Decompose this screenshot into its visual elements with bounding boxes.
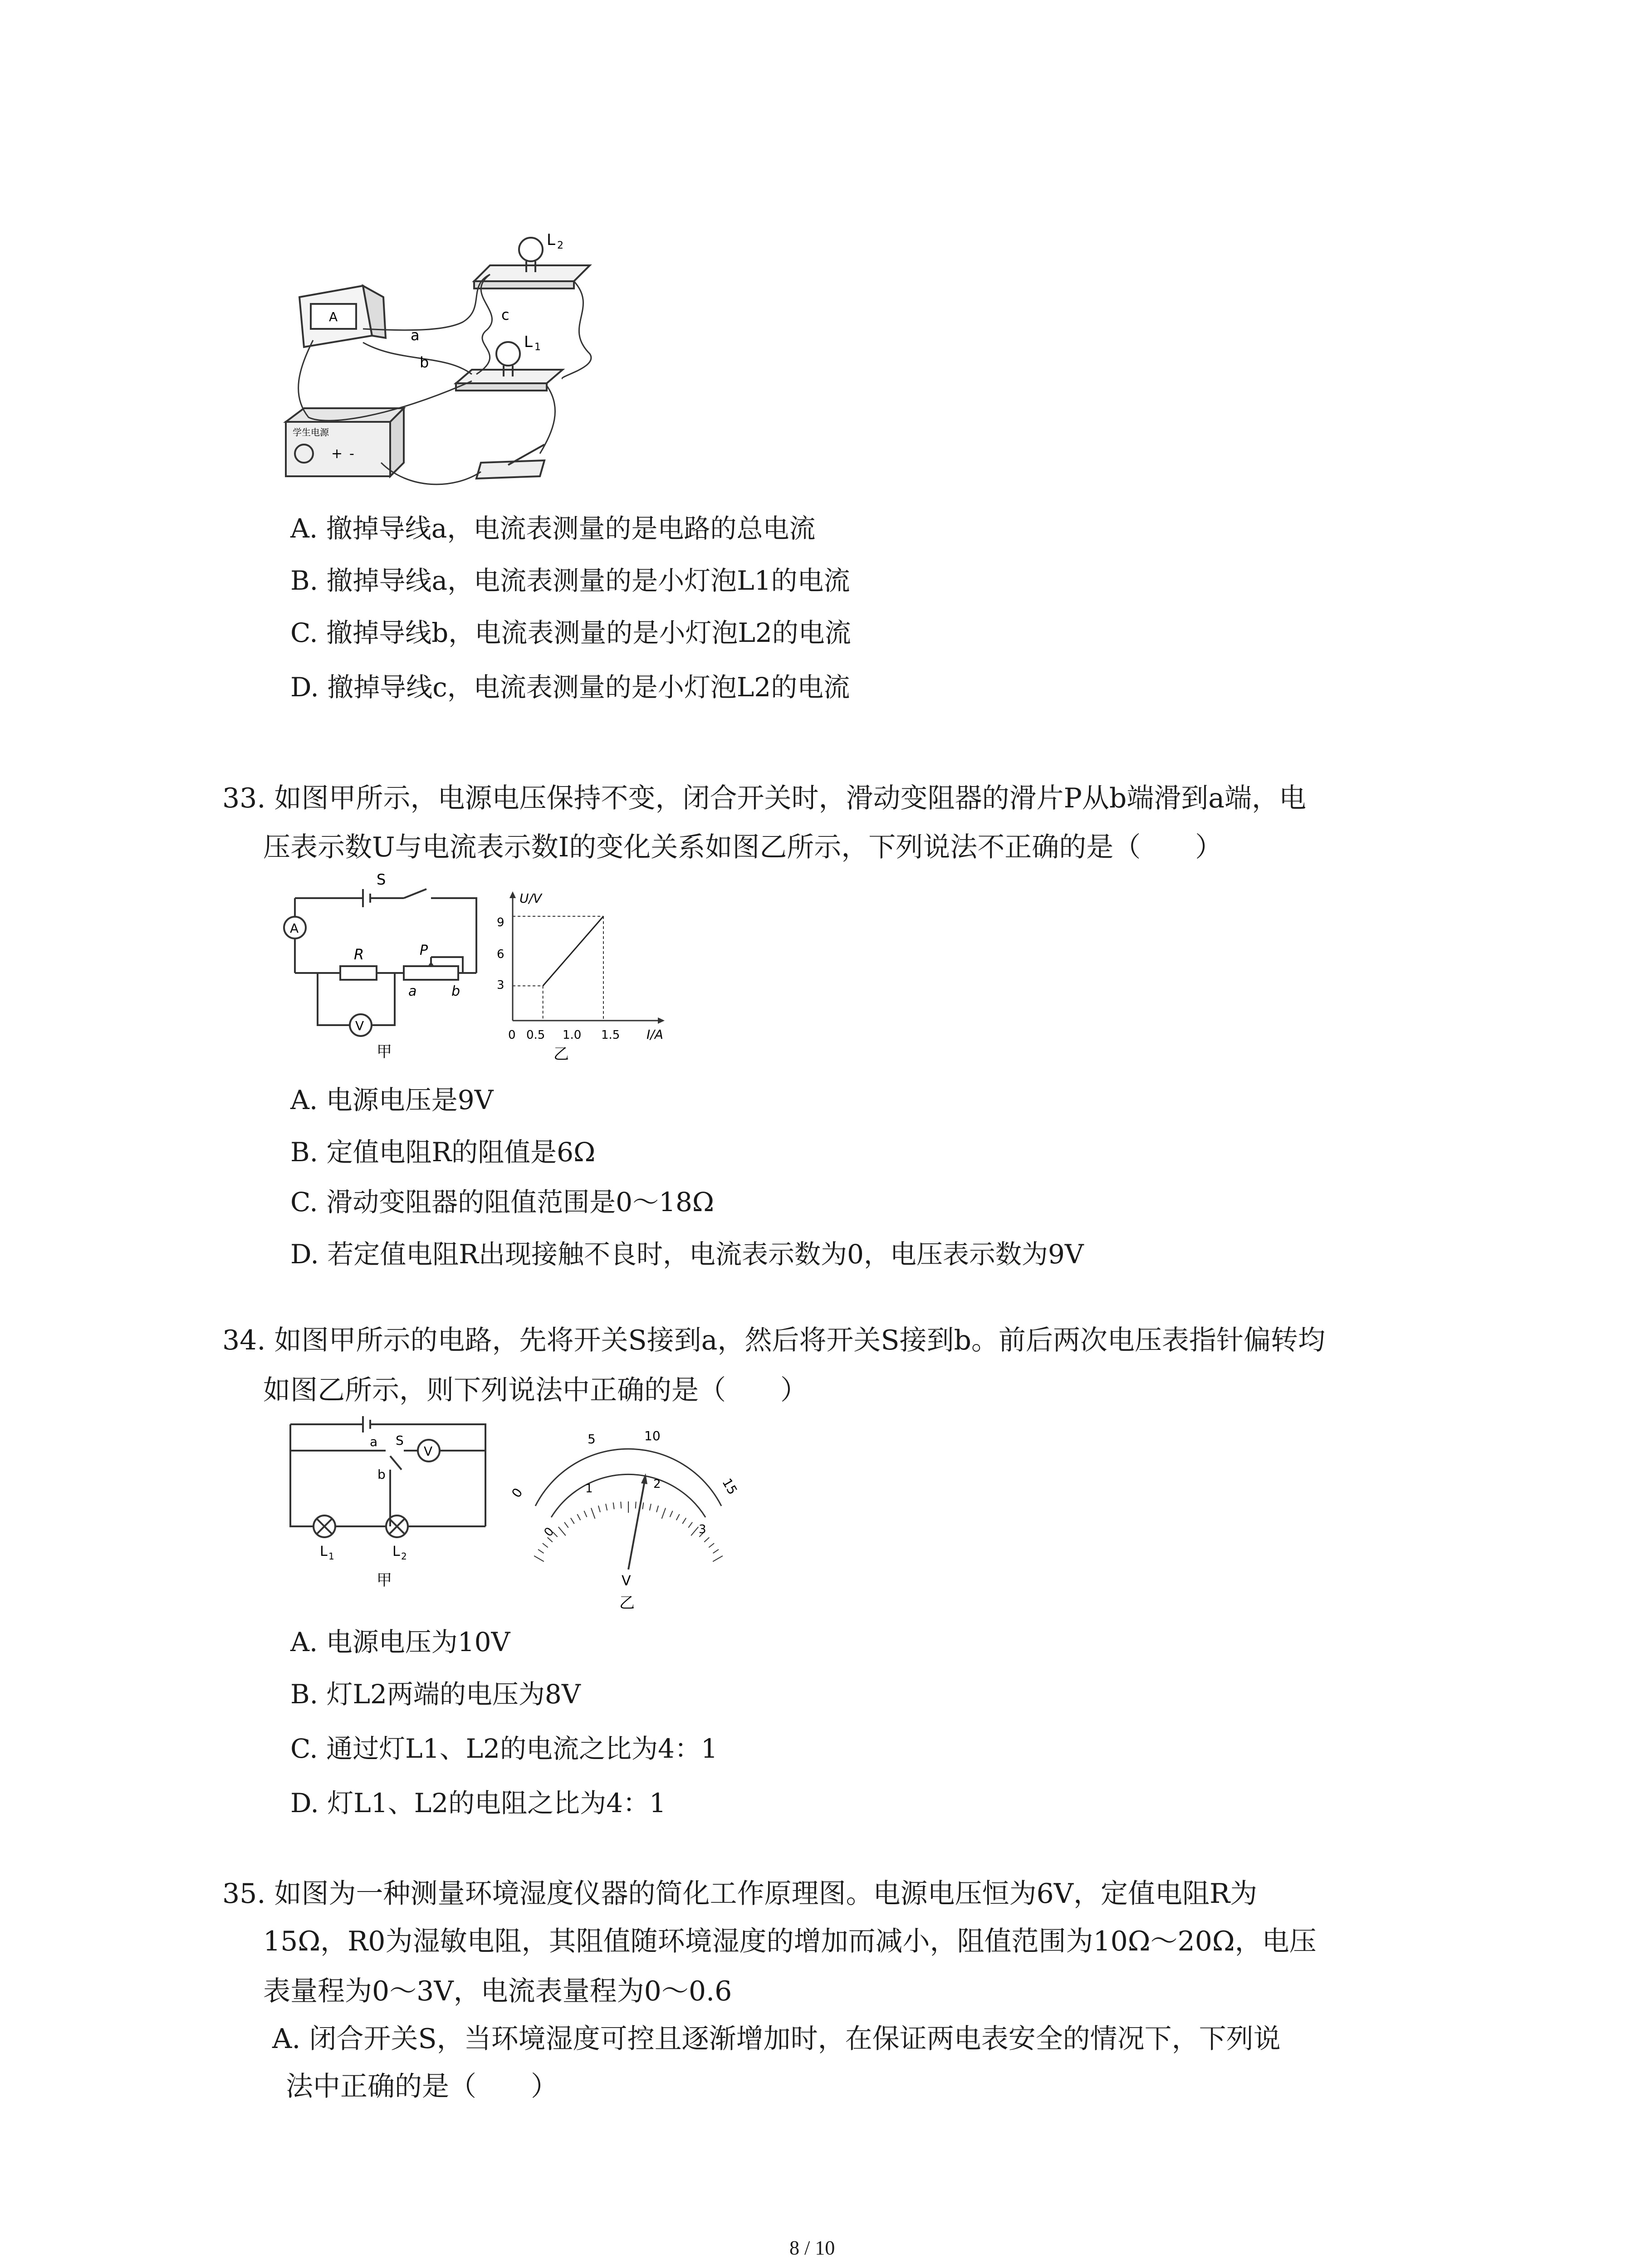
q33-graph bbox=[495, 889, 676, 1061]
q34-circuit-figure bbox=[281, 1411, 499, 1601]
q34-circuit-L1-sub: 1 bbox=[328, 1551, 334, 1562]
q34-meter-tick bbox=[704, 1537, 709, 1542]
q34-meter-tick bbox=[713, 1549, 719, 1553]
q34-stem-line1 bbox=[222, 1322, 1325, 1359]
q34-meter-inner-2: 2 bbox=[653, 1477, 661, 1491]
q33-circuit-a: a bbox=[408, 983, 417, 999]
q34-option-a: A. 电源电压为10V bbox=[290, 1627, 510, 1657]
q33-circuit-caption: 甲 bbox=[377, 1043, 392, 1061]
q34-meter-figure bbox=[508, 1420, 749, 1610]
q34-option-d: D. 灯L1、L2的电阻之比为4：1 bbox=[290, 1788, 666, 1818]
q33-graph-caption: 乙 bbox=[554, 1045, 569, 1061]
q34-circuit-L2-sub: 2 bbox=[401, 1551, 407, 1562]
q34-stem-line2: 如图乙所示，则下列说法中正确的是（ ） bbox=[263, 1374, 808, 1406]
q33-stem-text1: 如图甲所示，电源电压保持不变，闭合开关时，滑动变阻器的滑片P从b端滑到a端，电 bbox=[274, 782, 1307, 814]
q34-meter-tick bbox=[662, 1508, 666, 1518]
q32-label-L2-sub: 2 bbox=[557, 240, 563, 251]
q32-ammeter-label: A bbox=[329, 309, 338, 324]
q33-graph-xtick-0: 0 bbox=[508, 1028, 516, 1042]
q33-graph-ytick-6: 6 bbox=[497, 948, 505, 961]
q34-meter-outer-0: 0 bbox=[509, 1485, 526, 1501]
q34-meter-tick bbox=[543, 1543, 548, 1547]
q33-option-c: C. 滑动变阻器的阻值范围是0～18Ω bbox=[290, 1187, 714, 1217]
q32-label-b: b bbox=[420, 354, 429, 371]
q35-stem-line1 bbox=[222, 1876, 1257, 1912]
q33-graph-xlabel: I/A bbox=[647, 1027, 663, 1042]
q33-number: 33. bbox=[222, 782, 266, 814]
q35-stem-line3: 表量程为0～3V，电流表量程为0～0.6 bbox=[263, 1975, 732, 2007]
q32-power-plus: + bbox=[331, 446, 343, 462]
q34-circuit-a: a bbox=[370, 1434, 378, 1449]
q34-circuit-caption: 甲 bbox=[377, 1571, 392, 1589]
q34-circuit-L2: L bbox=[392, 1544, 400, 1559]
q34-meter-tick bbox=[650, 1504, 651, 1510]
q34-meter-tick bbox=[606, 1504, 607, 1510]
q33-graph-ytick-3: 3 bbox=[497, 978, 505, 992]
q34-meter-inner-1: 1 bbox=[585, 1482, 593, 1496]
q33-circuit-V: V bbox=[355, 1018, 364, 1033]
q33-graph-series-line bbox=[543, 916, 603, 986]
q34-meter-tick bbox=[688, 1522, 692, 1528]
q34-stem-text1: 如图甲所示的电路，先将开关S接到a，然后将开关S接到b。前后两次电压表指针偏转均 bbox=[274, 1325, 1325, 1356]
q32-label-L1-sub: 1 bbox=[534, 342, 541, 353]
q33-option-d: D. 若定值电阻R出现接触不良时，电流表示数为0，电压表示数为9V bbox=[290, 1239, 1084, 1270]
q33-circuit-figure bbox=[272, 871, 481, 1061]
q32-power-label: 学生电源 bbox=[293, 427, 329, 438]
q34-meter-outer-5: 5 bbox=[588, 1432, 596, 1447]
q34-meter-tick bbox=[598, 1505, 600, 1512]
q34-meter-tick bbox=[571, 1518, 574, 1524]
q34-meter-tick bbox=[656, 1505, 658, 1512]
q34-meter-tick bbox=[676, 1514, 680, 1520]
q33-graph-xtick-10: 1.0 bbox=[563, 1028, 582, 1042]
q33-circuit-R: R bbox=[354, 946, 364, 963]
q34-meter-tick bbox=[682, 1518, 686, 1524]
q32-circuit-figure bbox=[272, 218, 599, 490]
q34-option-c: C. 通过灯L1、L2的电流之比为4：1 bbox=[290, 1733, 718, 1764]
q35-option-a-line1: A. 闭合开关S，当环境湿度可控且逐渐增加时，在保证两电表安全的情况下，下列说 bbox=[272, 2023, 1281, 2055]
q33-graph-xtick-05: 0.5 bbox=[526, 1028, 545, 1042]
q32-label-a: a bbox=[411, 327, 420, 344]
q34-meter-outer-10: 10 bbox=[644, 1428, 661, 1443]
q34-circuit-b: b bbox=[377, 1467, 386, 1482]
q34-meter-inner-0: 0 bbox=[541, 1525, 557, 1540]
q34-circuit-S: S bbox=[396, 1433, 404, 1448]
q33-graph-xtick-15: 1.5 bbox=[601, 1028, 620, 1042]
q32-option-d: D. 撤掉导线c，电流表测量的是小灯泡L2的电流 bbox=[290, 672, 850, 703]
q34-meter-tick bbox=[564, 1522, 568, 1528]
q34-meter-outer-15: 15 bbox=[719, 1476, 740, 1497]
q32-power-minus: - bbox=[349, 446, 354, 462]
q34-meter-inner-3: 3 bbox=[699, 1523, 706, 1536]
q34-meter-tick bbox=[534, 1556, 544, 1562]
q33-circuit-P: P bbox=[420, 943, 428, 958]
q34-circuit-V: V bbox=[424, 1444, 433, 1459]
q34-meter-tick bbox=[591, 1508, 595, 1518]
page-number: 8 / 10 bbox=[789, 2237, 835, 2259]
q34-meter-tick bbox=[558, 1527, 566, 1535]
q34-meter-tick bbox=[613, 1502, 614, 1509]
q34-meter-tick bbox=[584, 1511, 587, 1517]
q32-option-b: B. 撤掉导线a，电流表测量的是小灯泡L1的电流 bbox=[290, 565, 850, 596]
q34-meter-tick bbox=[691, 1527, 698, 1535]
q34-meter-tick bbox=[670, 1511, 673, 1517]
q33-graph-ylabel: U/V bbox=[519, 891, 542, 906]
q34-option-b: B. 灯L2两端的电压为8V bbox=[290, 1679, 581, 1710]
q33-circuit-b: b bbox=[451, 983, 460, 999]
q32-label-c: c bbox=[501, 306, 509, 323]
q32-option-c: C. 撤掉导线b，电流表测量的是小灯泡L2的电流 bbox=[290, 617, 851, 648]
q34-meter-tick bbox=[709, 1543, 714, 1547]
q33-option-a: A. 电源电压是9V bbox=[290, 1085, 494, 1115]
q34-meter-label: V bbox=[622, 1573, 631, 1589]
q32-label-L1: L bbox=[524, 333, 533, 351]
q34-meter-tick bbox=[577, 1514, 580, 1520]
q33-graph-ytick-9: 9 bbox=[497, 916, 505, 929]
q34-meter-caption: 乙 bbox=[619, 1594, 635, 1610]
q35-option-a-line2: 法中正确的是（ ） bbox=[286, 2071, 558, 2102]
q32-option-a: A. 撤掉导线a，电流表测量的是电路的总电流 bbox=[290, 513, 816, 544]
q34-meter-tick bbox=[538, 1549, 544, 1553]
q33-stem-line1 bbox=[222, 780, 1306, 816]
q35-stem-text1: 如图为一种测量环境湿度仪器的简化工作原理图。电源电压恒为6V，定值电阻R为 bbox=[274, 1878, 1258, 1910]
q35-stem-line2: 15Ω，R0为湿敏电阻，其阻值随环境湿度的增加而减小，阻值范围为10Ω～20Ω，电压 bbox=[263, 1926, 1317, 1957]
q34-meter-tick bbox=[642, 1502, 643, 1509]
q33-option-b: B. 定值电阻R的阻值是6Ω bbox=[290, 1137, 596, 1168]
q33-stem-line2: 压表示数U与电流表示数I的变化关系如图乙所示，下列说法不正确的是（ ） bbox=[263, 831, 1223, 863]
q32-label-L2: L bbox=[547, 231, 555, 249]
q34-meter-tick bbox=[713, 1556, 723, 1562]
q34-circuit-L1: L bbox=[320, 1544, 328, 1559]
q33-circuit-A: A bbox=[290, 921, 299, 936]
q34-number: 34. bbox=[222, 1325, 266, 1356]
q33-circuit-S: S bbox=[377, 871, 386, 888]
q35-number: 35. bbox=[222, 1878, 266, 1910]
